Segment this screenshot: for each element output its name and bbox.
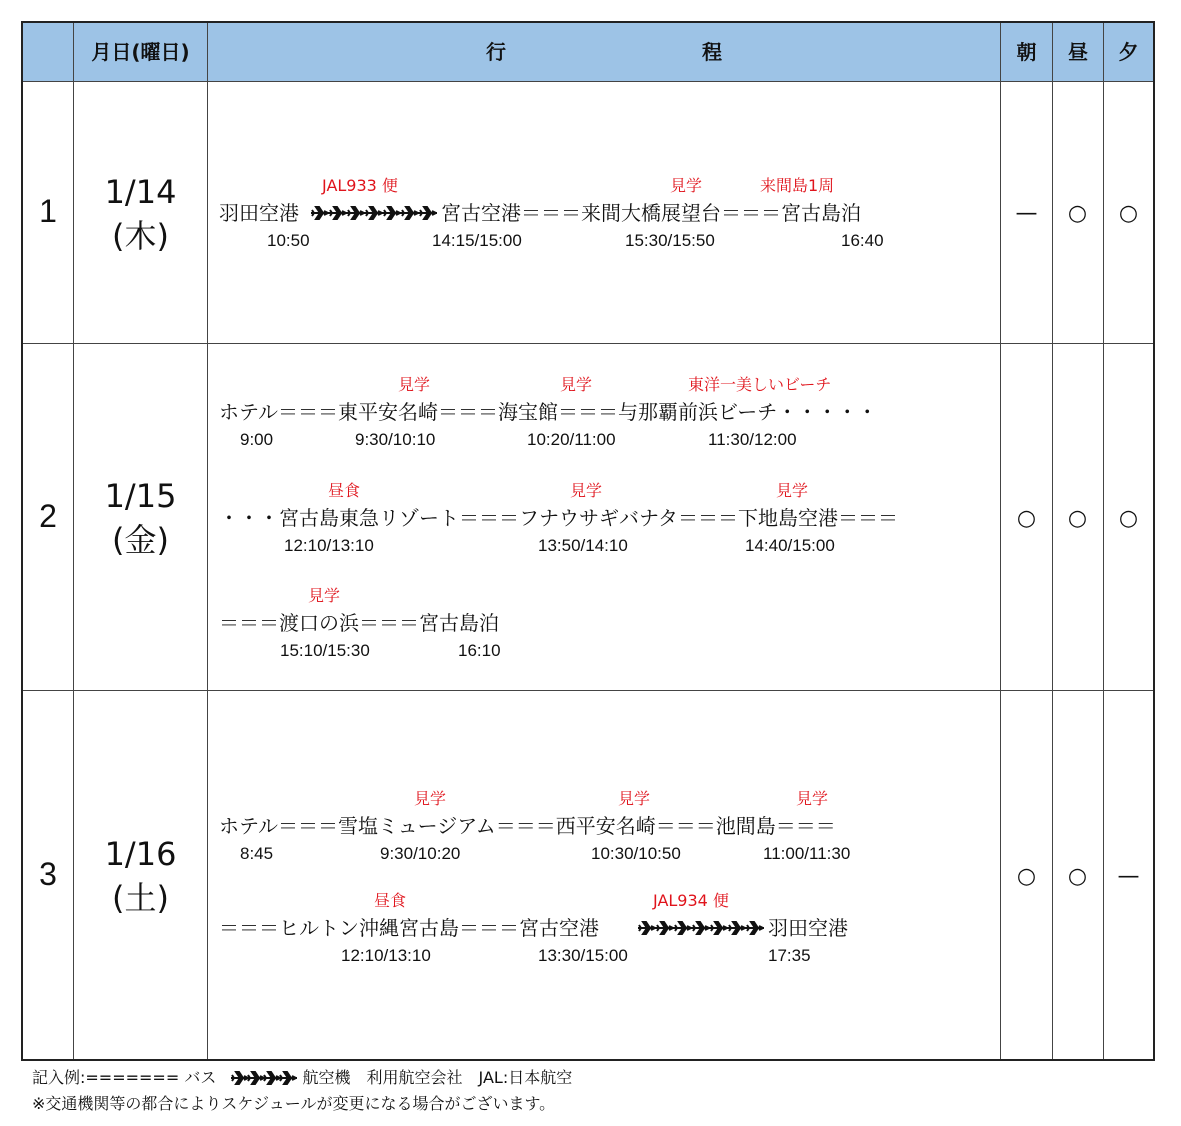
itinerary-segment: ・・・宮古島東急リゾート＝＝＝フナウサギバナタ＝＝＝下地島空港＝＝＝ [219,506,898,530]
airplane-icon [710,921,728,935]
meal-lunch: ○ [1067,201,1088,226]
time: 15:10/15:30 [280,641,370,660]
header-breakfast: 朝 [1016,40,1037,64]
header-date: 月日(曜日) [91,40,190,64]
airplane-icon [638,921,656,935]
day-date: 1/16 (土) [104,835,177,917]
itinerary-segment: ＝＝＝ヒルトン沖縄宮古島＝＝＝宮古空港 [219,916,599,940]
airplane-icon [674,921,692,935]
visit-note: 見学 [796,789,829,808]
time: 11:30/12:00 [708,430,797,449]
itinerary-segment: 羽田空港 [219,201,299,225]
meal-lunch: ○ [1067,506,1088,531]
time: 9:30/10:20 [380,844,461,863]
itinerary-segment: 宮古空港＝＝＝来間大橋展望台＝＝＝宮古島泊 [441,201,861,225]
lunch-note: 昼食 [374,891,407,910]
day-number: 3 [39,856,57,892]
meal-lunch: ○ [1067,864,1088,889]
time: 9:00 [240,430,274,449]
time: 10:30/10:50 [591,844,681,863]
header-dinner: 夕 [1118,40,1139,64]
notice-line: ※交通機関等の都合によりスケジュールが変更になる場合がございます。 [32,1094,556,1113]
time: 14:15/15:00 [432,231,522,250]
meal-dinner: ○ [1118,506,1139,531]
airplane-icon [329,206,347,220]
flight-note: JAL933 便 [322,176,398,195]
time: 11:00/11:30 [763,844,851,863]
visit-note: 見学 [570,481,603,500]
airplane-icon [656,921,674,935]
header-lunch: 昼 [1068,40,1088,64]
itinerary-segment: ホテル＝＝＝東平安名崎＝＝＝海宝館＝＝＝与那覇前浜ビーチ・・・・・ [219,400,878,424]
time: 16:40 [841,231,884,250]
time: 10:50 [267,231,310,250]
time: 17:35 [768,946,811,965]
day-number: 2 [39,498,57,534]
visit-note: 見学 [618,789,651,808]
time: 13:50/14:10 [538,536,628,555]
time: 16:10 [458,641,501,660]
time: 10:20/11:00 [527,430,616,449]
meal-breakfast: ○ [1016,864,1037,889]
flight-arrows [311,206,439,220]
visit-note: 見学 [560,375,593,394]
time: 12:10/13:10 [341,946,431,965]
day-date: 1/14 (木) [104,173,177,255]
legend-line: 記入例:======= バス 航空機 利用航空会社 JAL:日本航空 [32,1068,573,1087]
airplane-icon [383,206,401,220]
flight-arrows [638,921,766,935]
header-itinerary-a: 行 [486,40,506,64]
itinerary-segment: 羽田空港 [768,916,848,940]
airplane-icon [728,921,746,935]
airplane-icon [419,206,437,220]
airplane-icon [279,1071,297,1085]
airplane-icon [365,206,383,220]
visit-note: 見学 [776,481,809,500]
visit-note: 見学 [398,375,431,394]
lunch-note: 昼食 [328,481,361,500]
visit-note: 見学 [308,586,341,605]
time: 14:40/15:00 [745,536,835,555]
time: 12:10/13:10 [284,536,374,555]
beach-note: 東洋一美しいビーチ [688,375,832,394]
visit-note: 見学 [414,789,447,808]
meal-dinner: ○ [1118,201,1139,226]
meal-dinner: — [1117,864,1140,889]
island-tour-note: 来間島1周 [760,176,835,195]
flight-legend-arrows [231,1071,297,1085]
airplane-icon [401,206,419,220]
time: 8:45 [240,844,274,863]
visit-note: 見学 [670,176,703,195]
time: 13:30/15:00 [538,946,628,965]
itinerary-segment: ＝＝＝渡口の浜＝＝＝宮古島泊 [219,611,499,635]
meal-breakfast: ○ [1016,506,1037,531]
meal-breakfast: — [1015,201,1038,226]
flight-note: JAL934 便 [653,891,729,910]
airplane-icon [347,206,365,220]
airplane-icon [692,921,710,935]
itinerary-segment: ホテル＝＝＝雪塩ミュージアム＝＝＝西平安名崎＝＝＝池間島＝＝＝ [219,814,836,838]
header-itinerary-b: 程 [702,40,722,64]
time: 15:30/15:50 [625,231,715,250]
time: 9:30/10:10 [355,430,436,449]
airplane-icon [311,206,329,220]
day-number: 1 [39,193,57,229]
day-date: 1/15 (金) [104,477,177,559]
airplane-icon [746,921,764,935]
